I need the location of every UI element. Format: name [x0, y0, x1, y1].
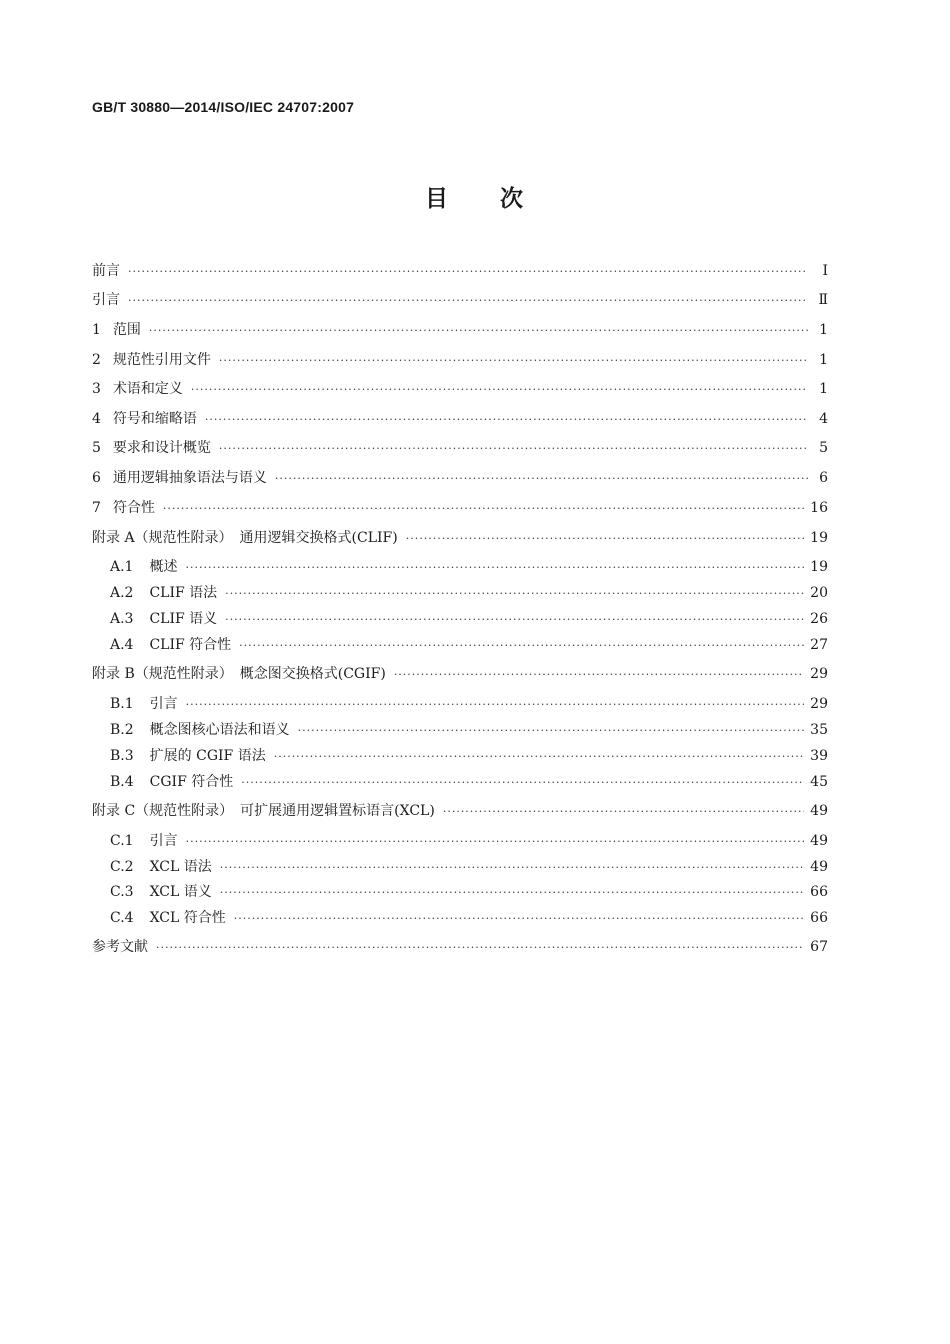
- toc-entry[interactable]: [92, 529, 828, 548]
- toc-entry[interactable]: [92, 291, 828, 310]
- toc-entry-label: 附录 B（规范性附录） 概念图交换格式(CGIF): [92, 666, 386, 682]
- toc-entry-label: 要求和设计概览: [112, 440, 211, 456]
- toc-entry-label: 概念图核心语法和语义: [149, 722, 290, 738]
- toc-entry[interactable]: [92, 802, 828, 821]
- toc-entry-page-number: 16: [810, 500, 828, 516]
- toc-dot-leader: [406, 530, 804, 548]
- toc-entry-label: 范围: [112, 322, 141, 338]
- toc-dot-leader: [234, 910, 804, 928]
- toc-dot-leader: [220, 884, 804, 902]
- toc-entry-label: 附录 C（规范性附录） 可扩展通用逻辑置标语言(XCL): [92, 803, 435, 819]
- toc-entry-page-number: 67: [810, 939, 828, 955]
- toc-entry-label: CGIF 符合性: [149, 774, 234, 790]
- page-title-left: 目: [425, 186, 450, 212]
- toc-entry-number: 4: [92, 411, 101, 427]
- toc-entry-number: B.1: [110, 696, 134, 712]
- toc-entry[interactable]: [92, 499, 828, 518]
- toc-entry-label: CLIF 语法: [149, 585, 218, 601]
- toc-dot-leader: [163, 500, 804, 518]
- toc-entry-page-number: 35: [810, 722, 828, 738]
- toc-entry-page-number: 49: [810, 833, 828, 849]
- toc-entry[interactable]: [92, 773, 828, 792]
- toc-entry-page-number: 5: [819, 440, 828, 456]
- toc-entry-number: 3: [92, 381, 101, 397]
- toc-dot-leader: [205, 411, 808, 429]
- toc-entry[interactable]: [92, 832, 828, 851]
- toc-entry-page-number: 66: [810, 910, 828, 926]
- toc-entry-page-number: 49: [810, 803, 828, 819]
- toc-entry[interactable]: [92, 380, 828, 399]
- toc-entry-label: 扩展的 CGIF 语法: [149, 748, 266, 764]
- toc-entry[interactable]: [92, 584, 828, 603]
- toc-dot-leader: [156, 939, 804, 957]
- toc-entry-number: C.2: [110, 859, 134, 875]
- toc-entry[interactable]: [92, 558, 828, 577]
- toc-entry[interactable]: [92, 721, 828, 740]
- toc-entry-page-number: 45: [810, 774, 828, 790]
- toc-dot-leader: [191, 381, 808, 399]
- toc-dot-leader: [443, 803, 804, 821]
- toc-entry-label: 符合性: [112, 500, 155, 516]
- toc-entry-page-number: 1: [819, 352, 828, 368]
- toc-entry-page-number: 29: [810, 666, 828, 682]
- toc-entry-number: 5: [92, 440, 101, 456]
- page-title-right: 次: [500, 186, 525, 212]
- toc-entry-page-number: 29: [810, 696, 828, 712]
- toc-entry-label: 附录 A（规范性附录） 通用逻辑交换格式(CLIF): [92, 530, 398, 546]
- toc-entry-label: 引言: [149, 696, 178, 712]
- toc-entry-number: A.4: [110, 637, 134, 653]
- toc-entry-page-number: 1: [819, 322, 828, 338]
- toc-entry-number: B.2: [110, 722, 134, 738]
- toc-dot-leader: [274, 748, 804, 766]
- toc-entry-page-number: 49: [810, 859, 828, 875]
- toc-entry-number: B.3: [110, 748, 134, 764]
- toc-dot-leader: [220, 859, 804, 877]
- toc-entry-page-number: 66: [810, 884, 828, 900]
- toc-entry-label: 前言: [92, 263, 120, 279]
- toc-entry-page-number: 26: [810, 611, 828, 627]
- toc-entry-number: C.4: [110, 910, 134, 926]
- toc-dot-leader: [275, 470, 808, 488]
- toc-entry-page-number: 20: [810, 585, 828, 601]
- toc-entry-page-number: 39: [810, 748, 828, 764]
- toc-entry-number: 6: [92, 470, 101, 486]
- toc-dot-leader: [394, 666, 804, 684]
- standard-code: GB/T 30880—2014/ISO/IEC 24707:2007: [92, 99, 355, 115]
- toc-entry[interactable]: [92, 858, 828, 877]
- toc-entry-number: C.3: [110, 884, 134, 900]
- toc-dot-leader: [239, 637, 804, 655]
- toc-dot-leader: [186, 696, 805, 714]
- toc-entry-number: A.1: [110, 559, 134, 575]
- toc-entry-label: XCL 语法: [149, 859, 212, 875]
- toc-entry[interactable]: [92, 695, 828, 714]
- toc-entry[interactable]: [92, 610, 828, 629]
- toc-entry-label: 术语和定义: [112, 381, 183, 397]
- toc-entry-label: 参考文献: [92, 939, 148, 955]
- toc-dot-leader: [219, 440, 808, 458]
- toc-entry[interactable]: [92, 909, 828, 928]
- toc-entry-label: 规范性引用文件: [112, 352, 211, 368]
- toc-entry-label: 引言: [149, 833, 178, 849]
- toc-entry[interactable]: [92, 469, 828, 488]
- toc-entry-number: 1: [92, 322, 101, 338]
- toc-entry-label: 引言: [92, 292, 120, 308]
- toc-entry-label: 概述: [149, 559, 178, 575]
- toc-dot-leader: [128, 263, 808, 281]
- toc-entry-number: 7: [92, 500, 101, 516]
- toc-entry[interactable]: [92, 938, 828, 957]
- toc-dot-leader: [186, 833, 805, 851]
- toc-entry-page-number: Ⅰ: [822, 263, 828, 279]
- toc-entry-page-number: 1: [819, 381, 828, 397]
- toc-dot-leader: [149, 322, 808, 340]
- toc-entry-label: XCL 符合性: [149, 910, 226, 926]
- toc-entry[interactable]: [92, 747, 828, 766]
- toc-entry[interactable]: [92, 410, 828, 429]
- toc-entry[interactable]: [92, 636, 828, 655]
- toc-entry-number: B.4: [110, 774, 134, 790]
- toc-entry-label: 符号和缩略语: [112, 411, 197, 427]
- toc-entry-label: 通用逻辑抽象语法与语义: [112, 470, 267, 486]
- toc-dot-leader: [298, 722, 805, 740]
- toc-entry-page-number: 19: [810, 530, 828, 546]
- toc-entry[interactable]: [92, 351, 828, 370]
- toc-entry-page-number: Ⅱ: [818, 292, 828, 308]
- toc-entry-page-number: 4: [819, 411, 828, 427]
- toc-dot-leader: [225, 611, 804, 629]
- toc-dot-leader: [219, 352, 808, 370]
- toc-dot-leader: [128, 292, 808, 310]
- toc-entry[interactable]: [92, 321, 828, 340]
- toc-entry-label: XCL 语义: [149, 884, 212, 900]
- toc-entry-number: A.2: [110, 585, 134, 601]
- page-title: [0, 180, 950, 213]
- toc-dot-leader: [241, 774, 804, 792]
- toc-entry[interactable]: [92, 665, 828, 684]
- toc-dot-leader: [185, 559, 804, 577]
- toc-entry-page-number: 6: [819, 470, 828, 486]
- toc-entry-page-number: 27: [810, 637, 828, 653]
- toc-entry[interactable]: [92, 439, 828, 458]
- toc-dot-leader: [225, 585, 804, 603]
- toc-entry-page-number: 19: [810, 559, 828, 575]
- toc-entry-number: C.1: [110, 833, 134, 849]
- toc-entry-number: 2: [92, 352, 101, 368]
- toc-entry-number: A.3: [110, 611, 134, 627]
- toc-entry-label: CLIF 语义: [149, 611, 218, 627]
- toc-entry[interactable]: [92, 883, 828, 902]
- toc-entry[interactable]: [92, 262, 828, 281]
- toc-entry-label: CLIF 符合性: [149, 637, 232, 653]
